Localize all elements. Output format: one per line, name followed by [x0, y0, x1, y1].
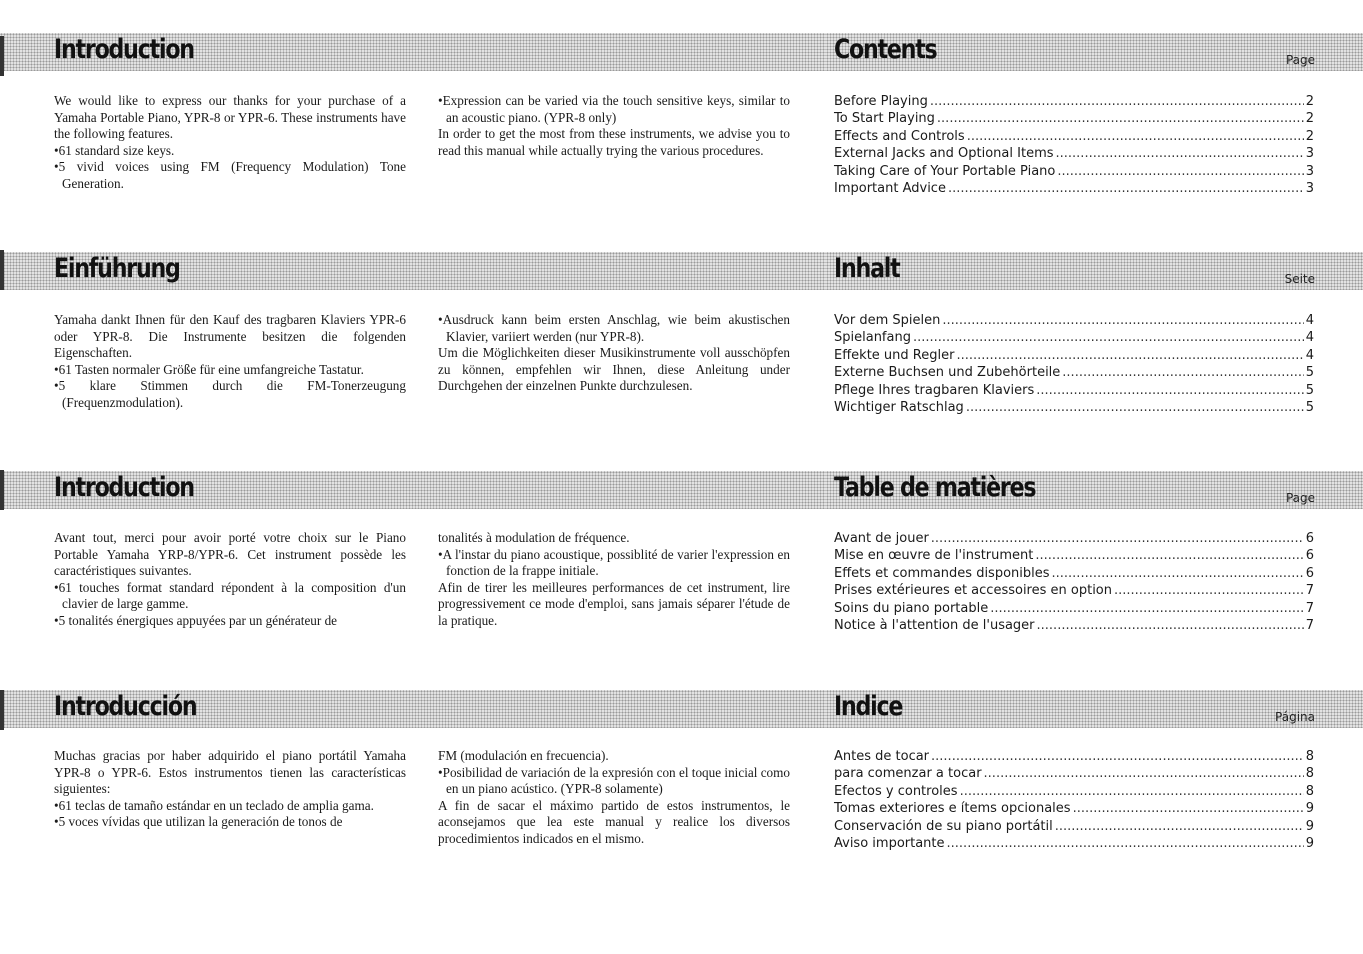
scan-edge-mark — [0, 690, 4, 730]
toc-entry — [834, 93, 1314, 110]
scan-edge-mark — [0, 470, 4, 510]
toc-entry-label: Prises extérieures et accessoires en option — [834, 583, 1112, 599]
toc-entry — [834, 835, 1314, 852]
toc-entry-label: To Start Playing — [834, 111, 935, 127]
toc-entry-page: 9 — [1305, 836, 1314, 852]
toc-entry-page: 6 — [1305, 565, 1314, 581]
toc-entry-label: Avant de jouer — [834, 531, 929, 546]
toc-entry-label: Effets et commandes disponibles — [834, 565, 1050, 581]
section-title: Introduction — [54, 472, 194, 503]
section-header-band — [0, 33, 826, 71]
toc-entry — [834, 565, 1314, 582]
contents-header-band — [826, 471, 1363, 509]
feature-bullet: •5 klare Stimmen durch die FM-Tonerzeugung (Frequenzmodulation). — [54, 378, 406, 410]
intro-paragraph: We would like to express our thanks for your purchase of a Yamaha Portable Piano, YPR-8 or YPR-6. These instruments have the following features. — [54, 93, 406, 142]
feature-bullet: •61 standard size keys. — [54, 142, 175, 158]
section-header-band — [0, 471, 826, 509]
toc-entry-page: 6 — [1305, 548, 1314, 564]
feature-bullet: •61 teclas de tamaño estándar en un teclado de amplia gama. — [54, 797, 374, 813]
contents-title: Contents — [834, 34, 937, 65]
feature-bullet: •5 tonalités énergiques appuyées par un générateur de — [54, 612, 338, 628]
table-of-contents — [834, 93, 1314, 197]
toc-entry — [834, 364, 1314, 381]
toc-entry — [834, 128, 1314, 145]
toc-entry-label: Important Advice — [834, 181, 946, 197]
toc-entry — [834, 382, 1314, 399]
intro-text-column — [438, 530, 790, 630]
toc-leader-dots — [1057, 163, 1303, 180]
intro-text-column — [438, 312, 790, 395]
toc-leader-dots — [947, 835, 1304, 852]
toc-entry-label: Effects and Controls — [834, 128, 965, 144]
toc-leader-dots — [1062, 364, 1303, 381]
feature-bullet: •Expression can be varied via the touch sensitive keys, similar to an acoustic piano. (YPR-8 only) — [438, 93, 790, 125]
intro-paragraph: In order to get the most from these instruments, we advise you to read this manual while actually trying the various procedures. — [438, 126, 790, 158]
toc-entry-page: 3 — [1305, 146, 1314, 162]
toc-entry-label: Efectos y controles — [834, 783, 958, 799]
toc-entry — [834, 145, 1314, 162]
feature-bullet: •5 voces vívidas que utilizan la generación de tonos de — [54, 814, 343, 830]
toc-leader-dots — [990, 600, 1304, 617]
contents-title: Indice — [834, 691, 903, 722]
intro-text-column — [54, 530, 406, 630]
feature-bullet: FM (modulación en frecuencia). — [438, 748, 609, 763]
intro-paragraph: A fin de sacar el máximo partido de estos instrumentos, le aconsejamos que lea este manual y realice los diversos procedimientos indicados en el mismo. — [438, 797, 790, 846]
toc-leader-dots — [1052, 565, 1304, 582]
toc-entry — [834, 783, 1314, 800]
toc-entry-label: Pflege Ihres tragbaren Klaviers — [834, 382, 1035, 398]
intro-paragraph: Avant tout, merci pour avoir porté votre choix sur le Piano Portable Yamaha YRP-8/YPR-6. Cet instrument possède les caractéristiques suivantes. — [54, 530, 406, 579]
feature-bullet: •61 touches format standard répondent à la composition d'un clavier de large gamme. — [54, 579, 406, 612]
toc-entry-page: 2 — [1305, 94, 1314, 109]
scan-edge-mark — [0, 36, 4, 76]
toc-entry — [834, 617, 1314, 634]
toc-entry-label: para comenzar a tocar — [834, 766, 982, 782]
toc-entry-label: Before Playing — [834, 94, 928, 109]
toc-entry — [834, 180, 1314, 197]
intro-paragraph: Afin de tirer les meilleures performances de cet instrument, lire progressivement ce mode d'emploi, sans jamais séparer l'étude de la pratique. — [438, 579, 790, 628]
toc-entry-page: 8 — [1305, 766, 1314, 782]
toc-entry-page: 8 — [1305, 783, 1314, 799]
table-of-contents — [834, 530, 1314, 634]
toc-entry — [834, 748, 1314, 765]
page-column-label: Seite — [1284, 272, 1315, 286]
section-title: Einführung — [54, 253, 180, 284]
contents-header-band — [826, 252, 1363, 290]
feature-bullet: •Posibilidad de variación de la expresión con el toque inicial como en un piano acústico. (YPR-8 solamente) — [438, 764, 790, 797]
toc-entry-label: Notice à l'attention de l'usager — [834, 618, 1035, 634]
toc-leader-dots — [930, 93, 1304, 110]
toc-entry-page: 3 — [1305, 163, 1314, 179]
contents-title: Table de matières — [834, 472, 1036, 503]
intro-paragraph: Um die Möglichkeiten dieser Musikinstrumente voll ausschöpfen zu können, empfehlen wir Ihnen, diese Anleitung under Durchgehen der einzelnen Punkte durchzulesen. — [438, 345, 790, 394]
toc-entry-label: Conservación de su piano portátil — [834, 818, 1053, 834]
toc-entry-page: 6 — [1305, 531, 1314, 546]
page-column-label: Page — [1285, 491, 1315, 505]
toc-entry-label: Taking Care of Your Portable Piano — [834, 163, 1056, 179]
toc-leader-dots — [1055, 818, 1304, 835]
toc-entry-label: Tomas exteriores e ítems opcionales — [834, 801, 1071, 817]
feature-bullet: •5 vivid voices using FM (Frequency Modulation) Tone Generation. — [54, 159, 406, 191]
toc-entry-page: 9 — [1305, 818, 1314, 834]
contents-header-band — [826, 33, 1363, 71]
toc-leader-dots — [1035, 547, 1303, 564]
toc-entry — [834, 110, 1314, 127]
toc-leader-dots — [960, 783, 1304, 800]
intro-paragraph: Yamaha dankt Ihnen für den Kauf des tragbaren Klaviers YPR-6 oder YPR-8. Die Instrumente besitzen die folgenden Eigenschaften. — [54, 312, 406, 361]
toc-entry-page: 7 — [1305, 583, 1314, 599]
scan-edge-mark — [0, 250, 4, 290]
toc-entry-page: 4 — [1305, 347, 1314, 363]
toc-leader-dots — [1114, 582, 1304, 599]
toc-leader-dots — [1036, 382, 1303, 399]
toc-entry-page: 7 — [1305, 618, 1314, 634]
contents-header-band — [826, 690, 1363, 728]
toc-entry-page: 9 — [1305, 801, 1314, 817]
intro-text-column — [438, 93, 790, 159]
toc-leader-dots — [1073, 800, 1304, 817]
toc-entry-page: 4 — [1305, 313, 1314, 328]
toc-entry — [834, 547, 1314, 564]
toc-leader-dots — [948, 180, 1304, 197]
feature-bullet: tonalités à modulation de fréquence. — [438, 530, 630, 545]
toc-entry-page: 5 — [1305, 365, 1314, 381]
toc-entry-label: Antes de tocar — [834, 749, 930, 764]
table-of-contents — [834, 312, 1314, 416]
toc-entry — [834, 329, 1314, 346]
page-column-label: Página — [1275, 710, 1315, 724]
toc-entry-page: 7 — [1305, 600, 1314, 616]
toc-entry — [834, 582, 1314, 599]
toc-entry — [834, 765, 1314, 782]
table-of-contents — [834, 748, 1314, 852]
toc-entry-label: Wichtiger Ratschlag — [834, 400, 964, 416]
toc-entry-page: 4 — [1305, 330, 1314, 346]
toc-entry-label: Vor dem Spielen — [834, 313, 941, 328]
toc-leader-dots — [984, 765, 1304, 782]
toc-entry-label: Soins du piano portable — [834, 600, 989, 616]
feature-bullet: •61 Tasten normaler Größe für eine umfangreiche Tastatur. — [54, 361, 364, 377]
toc-entry-page: 8 — [1305, 749, 1314, 764]
intro-paragraph: Muchas gracias por haber adquirido el piano portátil Yamaha YPR-8 o YPR-6. Estos instrumentos tienen las características siguientes: — [54, 748, 406, 797]
toc-entry-label: Mise en œuvre de l'instrument — [834, 548, 1034, 564]
toc-entry-page: 5 — [1305, 400, 1314, 416]
toc-entry-page: 2 — [1305, 128, 1314, 144]
toc-leader-dots — [967, 128, 1304, 145]
toc-leader-dots — [913, 329, 1304, 346]
toc-entry-label: External Jacks and Optional Items — [834, 146, 1054, 162]
toc-entry-page: 2 — [1305, 111, 1314, 127]
intro-text-column — [54, 312, 406, 412]
page-column-label: Page — [1285, 53, 1315, 67]
toc-entry — [834, 312, 1314, 329]
toc-leader-dots — [942, 312, 1303, 329]
section-title: Introducción — [54, 691, 197, 722]
intro-text-column — [54, 93, 406, 193]
contents-title: Inhalt — [834, 253, 900, 284]
feature-bullet: •Ausdruck kann beim ersten Anschlag, wie beim akustischen Klavier, variiert werden (nur YPR-8). — [438, 312, 790, 344]
toc-leader-dots — [956, 347, 1303, 364]
toc-entry — [834, 530, 1314, 547]
section-header-band — [0, 252, 826, 290]
section-title: Introduction — [54, 34, 194, 65]
toc-entry-label: Externe Buchsen und Zubehörteile — [834, 365, 1061, 381]
feature-bullet: •A l'instar du piano acoustique, possiblité de varier l'expression en fonction de la frappe initiale. — [438, 546, 790, 579]
toc-entry-label: Aviso importante — [834, 836, 945, 852]
toc-leader-dots — [1037, 617, 1304, 634]
toc-entry-page: 3 — [1305, 181, 1314, 197]
toc-leader-dots — [937, 110, 1304, 127]
toc-leader-dots — [1056, 145, 1304, 162]
toc-entry-page: 5 — [1305, 382, 1314, 398]
toc-entry — [834, 399, 1314, 416]
toc-leader-dots — [931, 530, 1304, 547]
section-header-band — [0, 690, 826, 728]
toc-entry — [834, 347, 1314, 364]
toc-entry — [834, 818, 1314, 835]
toc-entry — [834, 800, 1314, 817]
toc-entry — [834, 163, 1314, 180]
toc-entry-label: Spielanfang — [834, 330, 911, 346]
intro-text-column — [54, 748, 406, 831]
toc-entry — [834, 600, 1314, 617]
toc-entry-label: Effekte und Regler — [834, 347, 955, 363]
toc-leader-dots — [966, 399, 1304, 416]
intro-text-column — [438, 748, 790, 848]
toc-leader-dots — [931, 748, 1304, 765]
